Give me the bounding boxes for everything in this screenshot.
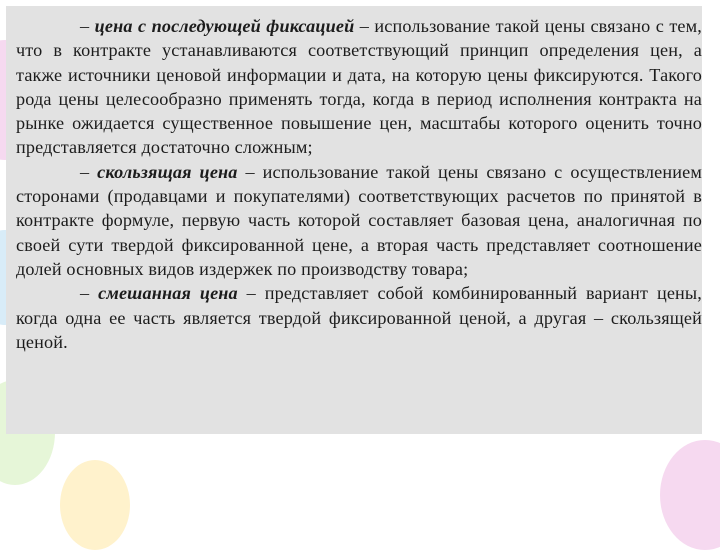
list-dash: – <box>80 16 95 36</box>
term-sliding-price: скользящая цена <box>97 161 238 182</box>
term-fixed-later-price: цена с последующей фиксацией <box>94 16 355 36</box>
paragraph-sliding-price <box>16 160 702 281</box>
document-text <box>16 14 702 354</box>
definition-fixed-later-price: – использование такой цены связано с тем, что в контракте устанавливаются соответствующий принцип определения цен, а также источники ценовой информации и дата, на которую цены фиксируются. Такого рода цены целесообразно применять тогда, когда в период исполнения контракта на рынке ожидается существенное повышение цен, масштабы которого оценить точно представляется достаточно сложным; <box>16 16 702 158</box>
definition-sliding-price: – использование такой цены связано с осуществлением сторонами (продавцами и покупателями) соответствующих расчетов по принятой в контракте формуле, первую часть которой составляет базовая цена, аналогичная по своей сути твердой фиксированной цене, а вторая часть представляет соотношение долей основных видов издержек по производству товара; <box>16 161 702 279</box>
definition-mixed-price: – представляет собой комбинированный вариант цены, когда одна ее часть является твердой фиксированной ценой, а другая – скользящей ценой. <box>16 283 702 352</box>
term-mixed-price: смешанная цена <box>98 283 238 304</box>
decorative-balloon <box>660 440 720 550</box>
list-dash: – <box>80 161 98 182</box>
paragraph-mixed-price <box>16 281 702 354</box>
paragraph-fixed-later-price <box>16 14 702 160</box>
list-dash: – <box>80 283 99 304</box>
decorative-balloon <box>60 460 130 550</box>
